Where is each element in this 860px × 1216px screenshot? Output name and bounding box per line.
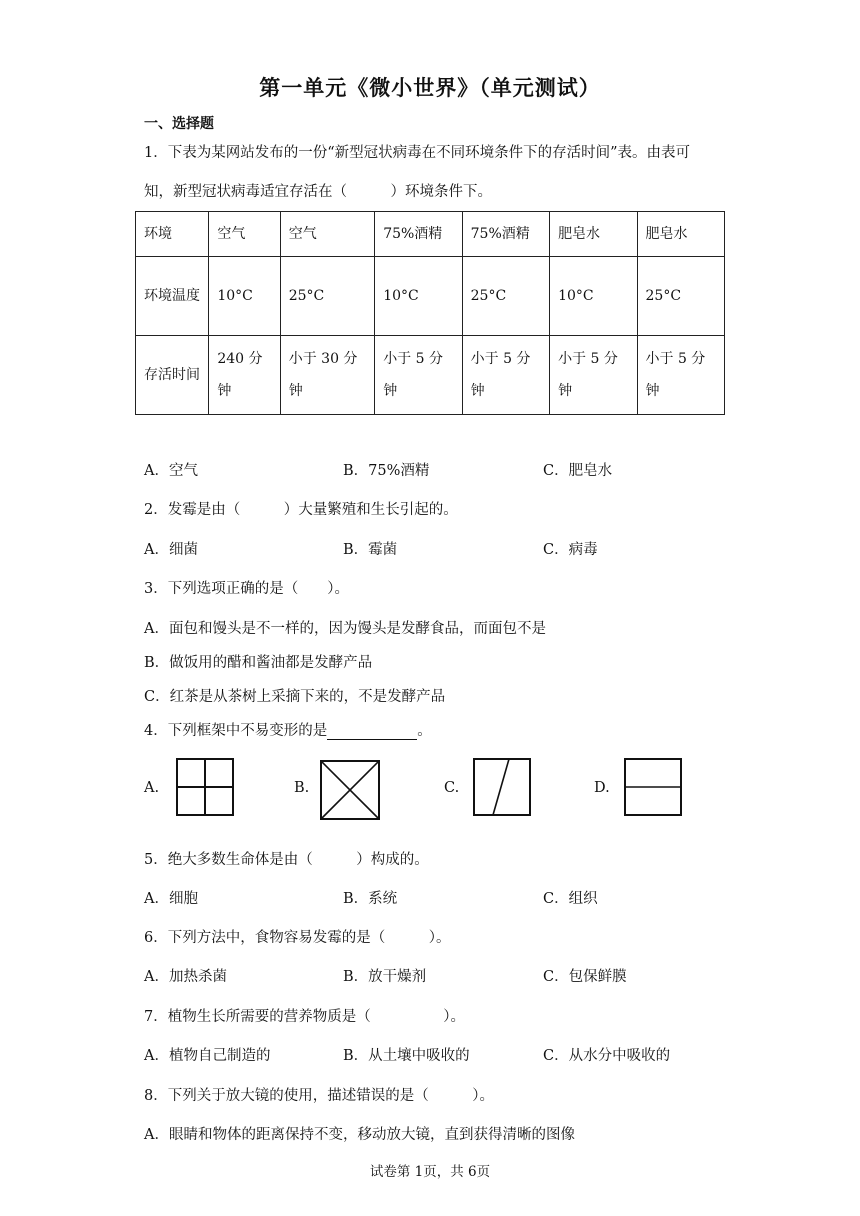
page-title: 第一单元《微小世界》（单元测试） [259,76,601,100]
q6-option-c[interactable]: C．包保鲜膜 [543,969,627,985]
q1-text-line1: 1．下表为某网站发布的一份“新型冠状病毒在不同环境条件下的存活时间”表。由表可 [144,145,691,161]
q5-option-c[interactable]: C．组织 [543,891,598,907]
q6-text: 6．下列方法中，食物容易发霉的是（ ）。 [144,930,451,946]
table-cell: 空气 [209,212,280,257]
q2-option-b[interactable]: B．霉菌 [343,542,398,558]
table-cell: 小于 5 分钟 [637,336,725,415]
q3-option-c[interactable]: C．红茶是从茶树上采摘下来的，不是发酵产品 [144,689,446,705]
q8-option-a[interactable]: A．眼睛和物体的距离保持不变，移动放大镜，直到获得清晰的图像 [144,1127,575,1143]
q1-option-a[interactable]: A．空气 [144,463,198,479]
q5-option-a[interactable]: A．细胞 [144,891,198,907]
table-row [136,212,725,257]
q7-text: 7．植物生长所需要的营养物质是（ ）。 [144,1009,465,1025]
page-footer: 试卷第 1页，共 6页 [369,1164,491,1180]
answer-blank[interactable] [327,725,417,740]
table-row [136,336,725,415]
table-cell: 空气 [280,212,374,257]
q4-label-a[interactable]: A. [144,780,160,796]
q7-option-a[interactable]: A．植物自己制造的 [144,1048,271,1064]
table-cell: 小于 5 分钟 [462,336,549,415]
table-cell: 存活时间 [136,336,209,415]
q4-text-before: 4．下列框架中不易变形的是 [144,723,328,739]
q7-option-c[interactable]: C．从水分中吸收的 [543,1048,671,1064]
table-cell: 10°C [550,257,637,336]
table-cell: 75%酒精 [375,212,462,257]
table-cell: 肥皂水 [637,212,725,257]
table-cell: 25°C [637,257,725,336]
q1-text-line2: 知，新型冠状病毒适宜存活在（ ）环境条件下。 [144,184,492,200]
table-cell: 小于 30 分钟 [280,336,374,415]
section-heading: 一、选择题 [144,116,214,132]
q4-label-b[interactable]: B. [294,780,310,796]
frame-a-cross-figure[interactable] [176,758,234,816]
table-cell: 小于 5 分钟 [375,336,462,415]
q8-text: 8．下列关于放大镜的使用，描述错误的是（ ）。 [144,1088,494,1104]
table-cell: 肥皂水 [550,212,637,257]
q1-option-c[interactable]: C．肥皂水 [543,463,613,479]
table-cell: 25°C [280,257,374,336]
table-row [136,257,725,336]
frame-d-horizontal-figure[interactable] [624,758,682,816]
table-cell: 环境温度 [136,257,209,336]
frame-b-diagonals-figure[interactable] [320,760,380,820]
table-cell: 10°C [209,257,280,336]
q2-option-c[interactable]: C．病毒 [543,542,598,558]
table-cell: 75%酒精 [462,212,549,257]
q4-label-d[interactable]: D. [594,780,610,796]
q2-option-a[interactable]: A．细菌 [144,542,198,558]
q6-option-b[interactable]: B．放干燥剂 [343,969,427,985]
survival-time-table [135,211,725,415]
q3-option-b[interactable]: B．做饭用的醋和酱油都是发酵产品 [144,655,373,671]
table-cell: 25°C [462,257,549,336]
q7-option-b[interactable]: B．从土壤中吸收的 [343,1048,470,1064]
q4-text [144,719,432,740]
q2-text: 2．发霉是由（ ）大量繁殖和生长引起的。 [144,502,458,518]
frame-c-slanted-figure[interactable] [473,758,531,816]
q5-text: 5．绝大多数生命体是由（ ）构成的。 [144,852,429,868]
table-cell: 环境 [136,212,209,257]
q1-option-b[interactable]: B．75%酒精 [343,463,430,479]
q3-text: 3．下列选项正确的是（ ）。 [144,581,349,597]
q6-option-a[interactable]: A．加热杀菌 [144,969,227,985]
q3-option-a[interactable]: A．面包和馒头是不一样的，因为馒头是发酵食品，而面包不是 [144,621,546,637]
table-cell: 小于 5 分钟 [550,336,637,415]
q4-label-c[interactable]: C. [444,780,460,796]
q4-text-after: 。 [417,723,432,739]
q5-option-b[interactable]: B．系统 [343,891,398,907]
table-cell: 10°C [375,257,462,336]
table-cell: 240 分钟 [209,336,280,415]
